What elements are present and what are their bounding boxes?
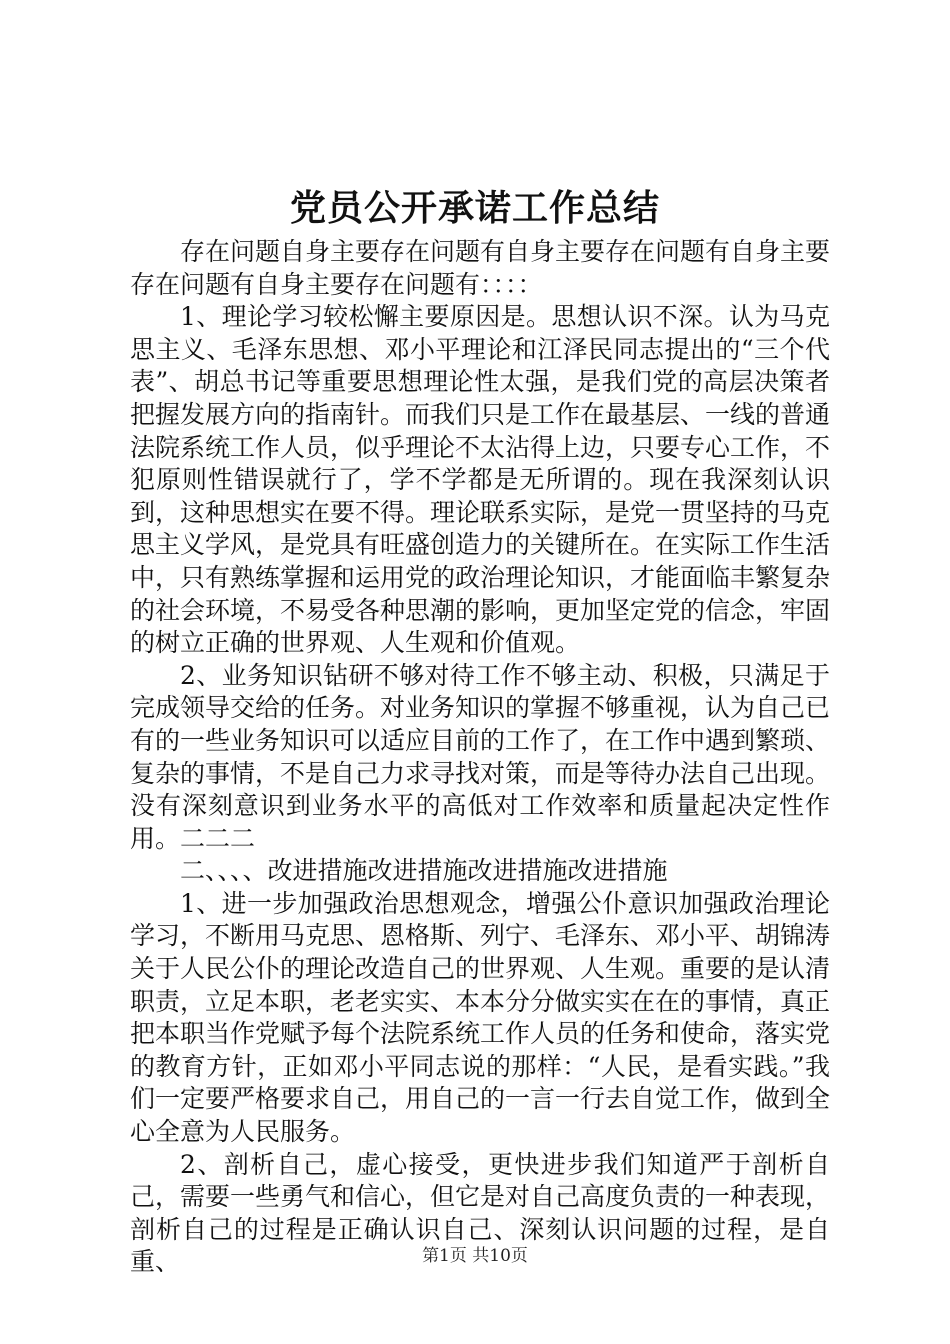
paragraph-improvement-2: 2、剖析自己，虚心接受，更快进步我们知道严于剖析自己，需要一些勇气和信心，但它是对自己高度负责的一种表现，剖析自己的过程是正确认识自己、深刻认识问题的过程，是自重、 <box>130 1149 831 1277</box>
document-body <box>130 236 830 1279</box>
document-title: 党员公开承诺工作总结 <box>289 187 660 229</box>
paragraph-improvement-1: 1、进一步加强政治思想观念，增强公仆意识加强政治理论学习，不断用马克思、恩格斯、列宁、毛泽东、邓小平、胡锦涛关于人民公仆的理论改造自己的世界观、人生观。重要的是认清职责，立足本职，老老实实、本本分分做实实在在的事情，真正把本职当作党赋予每个法院系统工作人员的任务和使命，落实党的教育方针，正如邓小平同志说的那样：“人民，是看实践。”我们一定要严格要求自己，用自己的一言一行去自觉工作，做到全心全意为人民服务。 <box>130 888 831 1147</box>
section-heading-improvements: 二、、、、改进措施改进措施改进措施改进措施 <box>180 856 668 886</box>
paragraph-problems-intro: 存在问题自身主要存在问题有自身主要存在问题有自身主要存在问题有自身主要存在问题有：：：： <box>130 237 831 299</box>
paragraph-problem-2: 2、业务知识钻研不够对待工作不够主动、积极，只满足于完成领导交给的任务。对业务知识的掌握不够重视，认为自己已有的一些业务知识可以适应目前的工作了，在工作中遇到繁琐、复杂的事情，不是自己力求寻找对策，而是等待办法自己出现。没有深刻意识到业务水平的高低对工作效率和质量起决定性作用。二二二 <box>130 660 831 853</box>
paragraph-problem-1: 1、理论学习较松懈主要原因是。思想认识不深。认为马克思主义、毛泽东思想、邓小平理论和江泽民同志提出的“三个代表”、胡总书记等重要思想理论性太强，是我们党的高层决策者把握发展方向的指南针。而我们只是工作在最基层、一线的普通法院系统工作人员，似乎理论不太沾得上边，只要专心工作，不犯原则性错误就行了，学不学都是无所谓的。现在我深刻认识到，这种思想实在要不得。理论联系实际，是党一贯坚持的马克思主义学风，是党具有旺盛创造力的关键所在。在实际工作生活中，只有熟练掌握和运用党的政治理论知识，才能面临丰繁复杂的社会环境，不易受各种思潮的影响，更加坚定党的信念，牢固的树立正确的世界观、人生观和价值观。 <box>130 302 831 658</box>
page-number-footer: 第1页 共10页 <box>422 1246 528 1266</box>
